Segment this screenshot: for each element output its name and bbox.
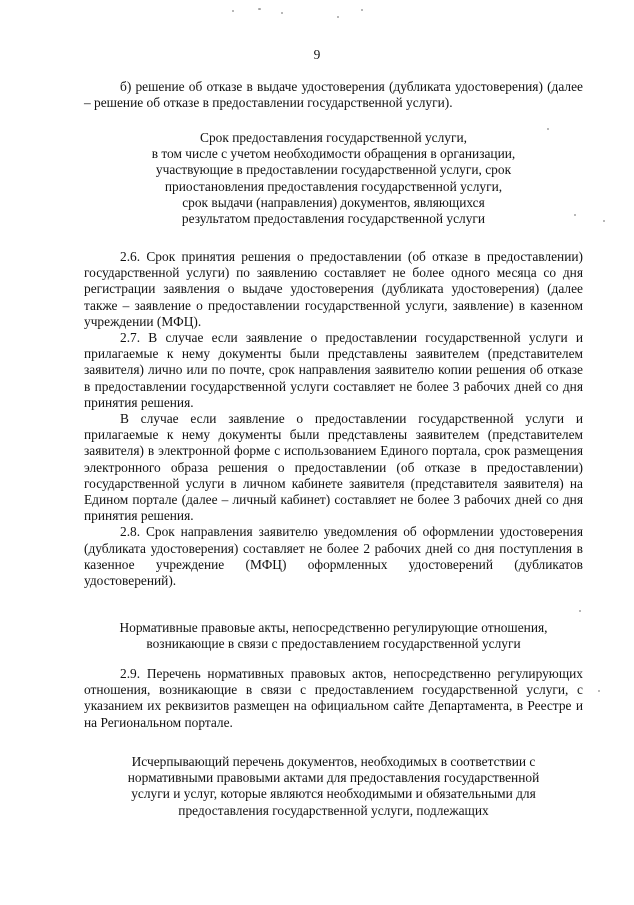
scan-speck: [258, 8, 261, 10]
heading-line: предоставления государственной услуги, подлежащих: [178, 802, 489, 818]
page-number: 9: [313, 47, 321, 62]
clause-2-6-to-2-8: [84, 249, 583, 589]
scan-speck: [547, 128, 549, 130]
paragraph-b: [84, 79, 583, 111]
paragraph-text: б) решение об отказе в выдаче удостоверения (дубликата удостоверения) (далее – решение об отказе в предоставлении государственной услуги).: [84, 79, 583, 111]
heading-line: возникающие в связи с предоставлением государственной услуги: [146, 636, 521, 652]
heading-line: нормативными правовыми актами для предоставления государственной: [127, 770, 540, 786]
heading-line: приостановления предоставления государственной услуги,: [164, 178, 503, 194]
scan-speck: [337, 16, 339, 18]
scan-speck: [579, 610, 581, 612]
scan-speck: [232, 10, 234, 12]
section-heading-legal-acts: [84, 620, 583, 652]
heading-line: услуги и услуг, которые являются необходимыми и обязательными для: [131, 786, 536, 802]
clause-2-8: 2.8. Срок направления заявителю уведомления об оформлении удостоверения (дубликата удостоверения) составляет не более 2 рабочих дней со дня поступления в казенное учреждение (МФЦ) оформленных удостоверений (дубликатов удостоверений).: [84, 524, 583, 589]
heading-line: срок выдачи (направления) документов, являющихся: [182, 194, 485, 210]
clause-2-7-continued: В случае если заявление о предоставлении государственной услуги и прилагаемые к нему документы были представлены заявителем (представителем заявителя) в электронной форме с использованием Единого портала, срок размещения электронного образа решения о предоставлении (об отказе в предоставлении) государственной услуги в личном кабинете заявителя (представителя заявителя) на Едином портале (далее – личный кабинет) составляет не более 3 рабочих дней со дня принятия решения.: [84, 411, 583, 524]
heading-line: результатом предоставления государственной услуги: [181, 211, 486, 227]
heading-text: [84, 130, 583, 227]
scan-speck: [574, 214, 576, 216]
section-heading-term: [84, 130, 583, 227]
scan-speck: [361, 9, 363, 11]
heading-text: [84, 620, 583, 652]
clause-2-7: 2.7. В случае если заявление о предоставлении государственной услуги и прилагаемые к нему документы были представлены заявителем (представителем заявителя) лично или по почте, срок направления заявителю копии решения об отказе в предоставлении государственной услуги составляет не более 3 рабочих дней со дня принятия решения.: [84, 330, 583, 410]
clause-2-6: 2.6. Срок принятия решения о предоставлении (об отказе в предоставлении) государственной услуги) по заявлению составляет не более одного месяца со дня регистрации заявления о выдаче удостоверения (дубликата удостоверения) (далее также – заявление о предоставлении государственной услуги, заявление) в казенном учреждении (МФЦ).: [84, 249, 583, 329]
scan-speck: [603, 220, 605, 222]
scan-speck: [598, 690, 600, 692]
heading-text: [84, 754, 583, 819]
section-heading-documents: [84, 754, 583, 819]
clause-2-9-block: [84, 666, 583, 731]
heading-line: Нормативные правовые акты, непосредственно регулирующие отношения,: [119, 620, 548, 635]
heading-line: Срок предоставления государственной услуги,: [200, 130, 467, 145]
heading-line: в том числе с учетом необходимости обращения в организации,: [151, 146, 516, 162]
heading-line: Исчерпывающий перечень документов, необходимых в соответствии с: [131, 754, 536, 769]
heading-line: участвующие в предоставлении государственной услуги, срок: [155, 162, 512, 178]
clause-2-9: 2.9. Перечень нормативных правовых актов, непосредственно регулирующих отношения, возникающие в связи с предоставлением государственной услуги, с указанием их реквизитов размещен на официальном сайте Департамента, в Реестре и на Региональном портале.: [84, 666, 583, 730]
scan-speck: [281, 12, 283, 14]
